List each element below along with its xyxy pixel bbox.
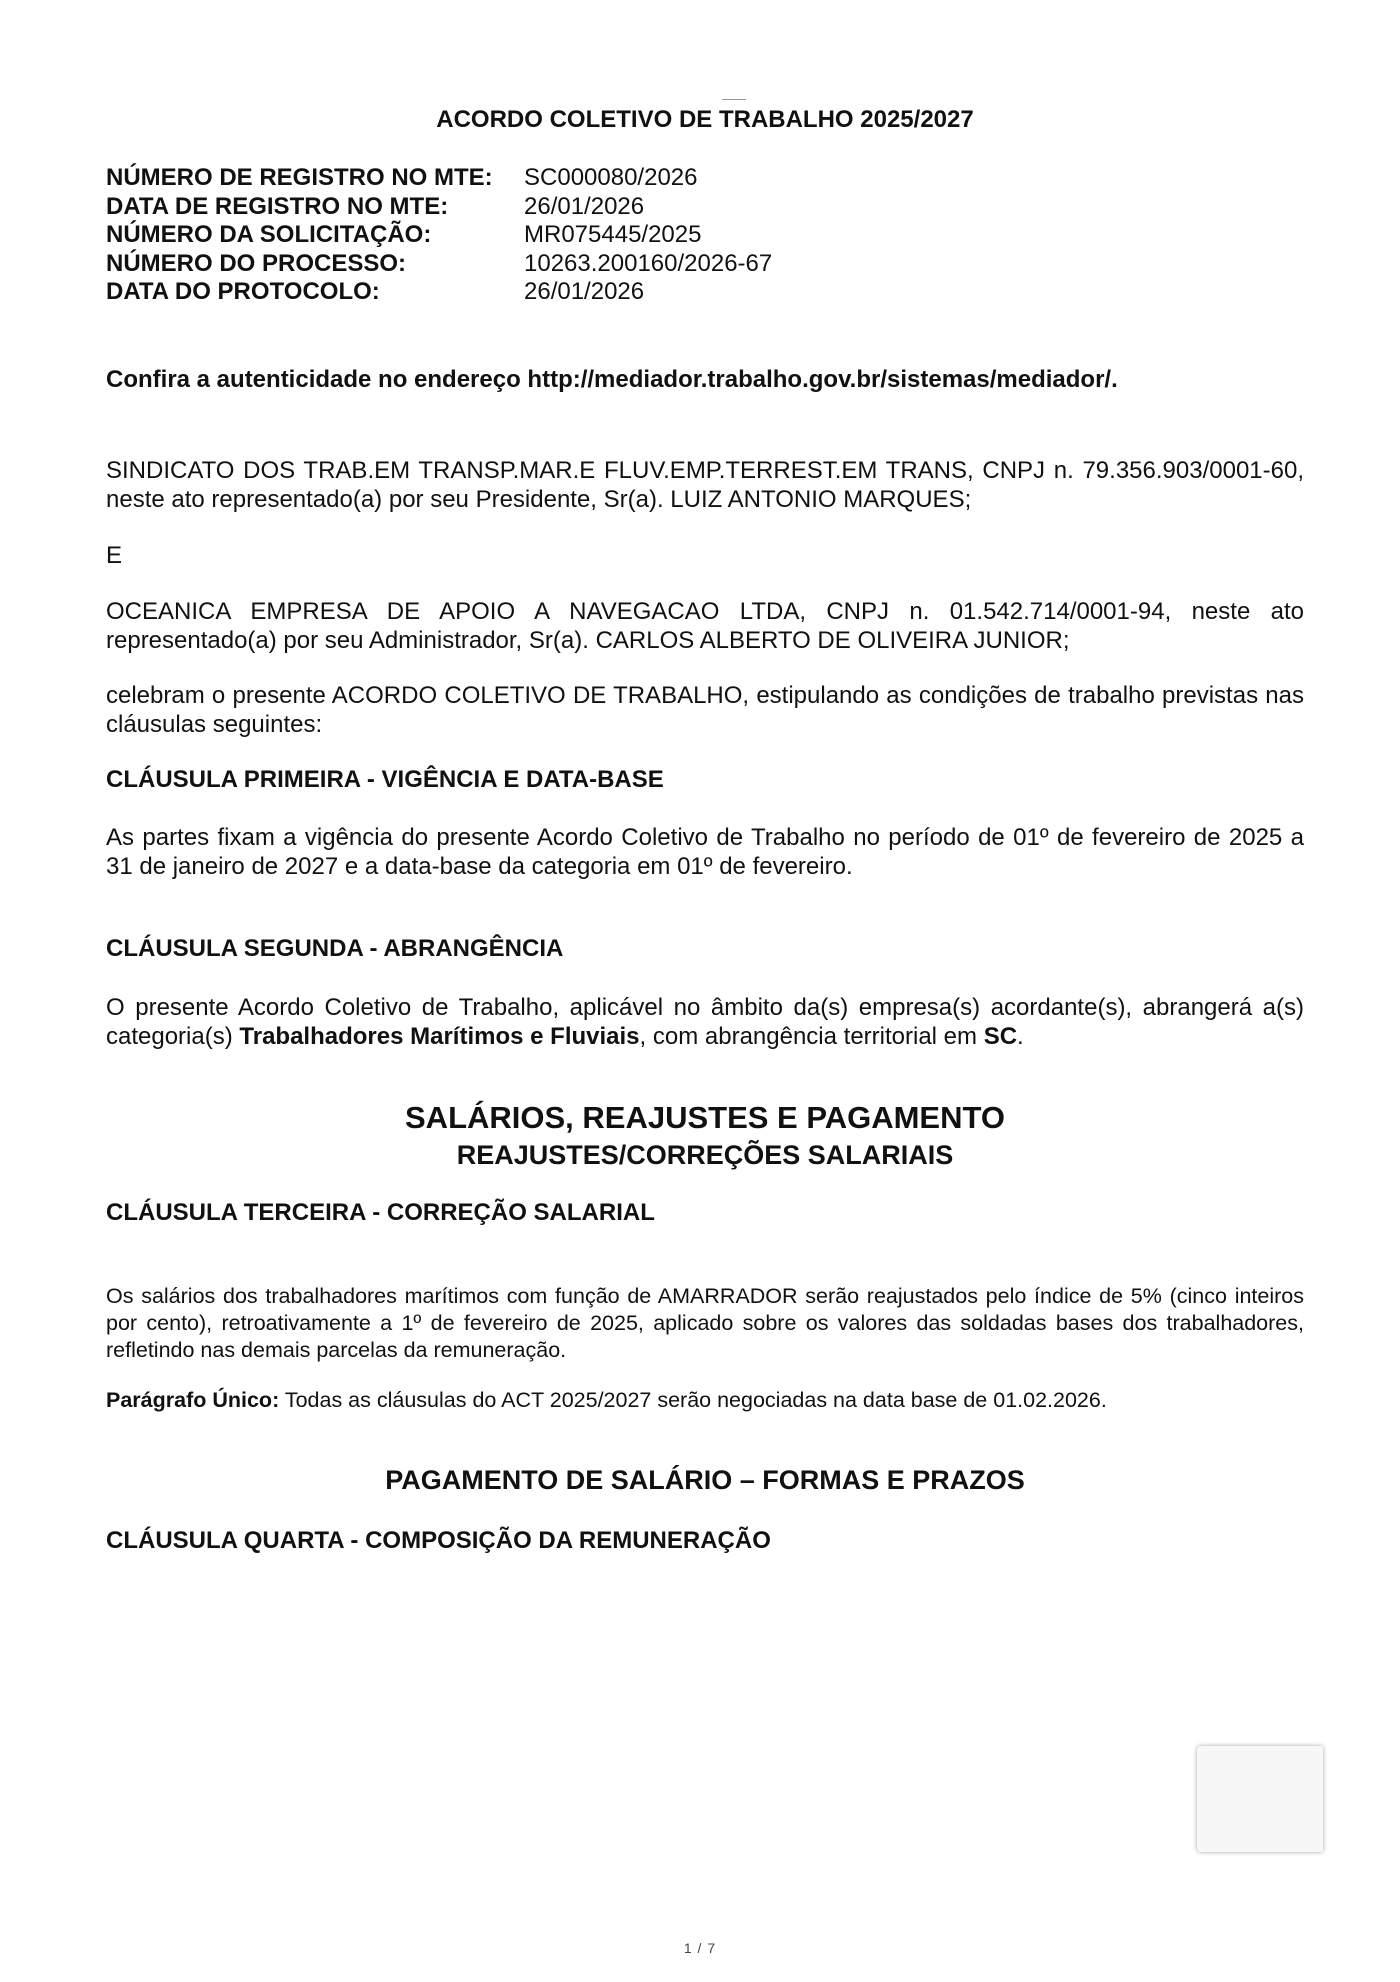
clause-3-title: CLÁUSULA TERCEIRA - CORREÇÃO SALARIAL [106, 1199, 655, 1226]
registration-value: SC000080/2026 [524, 164, 698, 191]
registration-value: 26/01/2026 [524, 192, 645, 220]
paragraph-label: Parágrafo Único: [106, 1388, 280, 1412]
registration-label: DATA DO PROTOCOLO: [106, 278, 380, 305]
registration-row [106, 164, 772, 193]
registration-row [106, 221, 772, 250]
registration-row [106, 278, 772, 307]
preamble: celebram o presente ACORDO COLETIVO DE TRABALHO, estipulando as condições de trabalho previstas nas cláusulas seguintes: [106, 682, 1304, 738]
party-union: SINDICATO DOS TRAB.EM TRANSP.MAR.E FLUV.EMP.TERREST.EM TRANS, CNPJ n. 79.356.903/0001-60, neste ato representado(a) por seu Presidente, Sr(a). LUIZ ANTONIO MARQUES; [106, 457, 1304, 513]
clause-4-title: CLÁUSULA QUARTA - COMPOSIÇÃO DA REMUNERAÇÃO [106, 1527, 771, 1554]
registration-label: NÚMERO DE REGISTRO NO MTE: [106, 164, 493, 191]
clause-1-title: CLÁUSULA PRIMEIRA - VIGÊNCIA E DATA-BASE [106, 766, 664, 793]
clause-3-text: Os salários dos trabalhadores marítimos com função de AMARRADOR serão reajustados pelo índice de 5% (cinco inteiros por cento), retroativamente a 1º de fevereiro de 2025, aplicado sobre os valores das soldadas bases dos trabalhadores, refletindo nas demais parcelas da remuneração. [106, 1284, 1304, 1362]
section-payment-title: PAGAMENTO DE SALÁRIO – FORMAS E PRAZOS [385, 1465, 1025, 1495]
registration-value: MR075445/2025 [524, 221, 702, 248]
category-name: Trabalhadores Marítimos e Fluviais [239, 1023, 640, 1050]
registration-label: DATA DE REGISTRO NO MTE: [106, 192, 449, 220]
registration-label: NÚMERO DO PROCESSO: [106, 249, 407, 277]
section-salaries-title: SALÁRIOS, REAJUSTES E PAGAMENTO [405, 1100, 1005, 1135]
recaptcha-badge[interactable] [1197, 1746, 1323, 1852]
clause-2-text-part: , com abrangência territorial em [639, 1023, 984, 1050]
registration-value: 10263.200160/2026-67 [524, 249, 773, 277]
clause-2-text-part: O presente Acordo Coletivo de Trabalho, aplicável no âmbito da(s) empresa(s) acordante(s), abrangerá a(s) categoria(s) [106, 994, 1304, 1050]
party-company: OCEANICA EMPRESA DE APOIO A NAVEGACAO LTDA, CNPJ n. 01.542.714/0001-94, neste ato representado(a) por seu Administrador, Sr(a). CARLOS ALBERTO DE OLIVEIRA JUNIOR; [106, 598, 1304, 654]
registration-row [106, 250, 772, 279]
registration-table [106, 164, 772, 307]
territory-name: SC [983, 1023, 1018, 1050]
authenticity-notice: Confira a autenticidade no endereço http://mediador.trabalho.gov.br/sistemas/mediador/. [106, 366, 1118, 393]
registration-row [106, 193, 772, 222]
paragraph-unico [106, 1387, 1304, 1414]
paragraph-text: Todas as cláusulas do ACT 2025/2027 serão negociadas na data base de 01.02.2026. [279, 1388, 1107, 1412]
registration-value: 26/01/2026 [524, 278, 645, 305]
registration-label: NÚMERO DA SOLICITAÇÃO: [106, 221, 432, 248]
clause-1-text: As partes fixam a vigência do presente Acordo Coletivo de Trabalho no período de 01º de fevereiro de 2025 a 31 de janeiro de 2027 e a data-base da categoria em 01º de fevereiro. [106, 824, 1304, 880]
clause-2-text [106, 993, 1304, 1051]
clause-2-title: CLÁUSULA SEGUNDA - ABRANGÊNCIA [106, 935, 564, 962]
conjunction: E [106, 542, 123, 569]
clause-2-text-part: . [1017, 1023, 1024, 1050]
header-mark [722, 99, 746, 100]
section-salaries-subtitle: REAJUSTES/CORREÇÕES SALARIAIS [456, 1140, 954, 1170]
page-number: 1 / 7 [683, 1940, 717, 1956]
document-title: ACORDO COLETIVO DE TRABALHO 2025/2027 [436, 106, 974, 133]
